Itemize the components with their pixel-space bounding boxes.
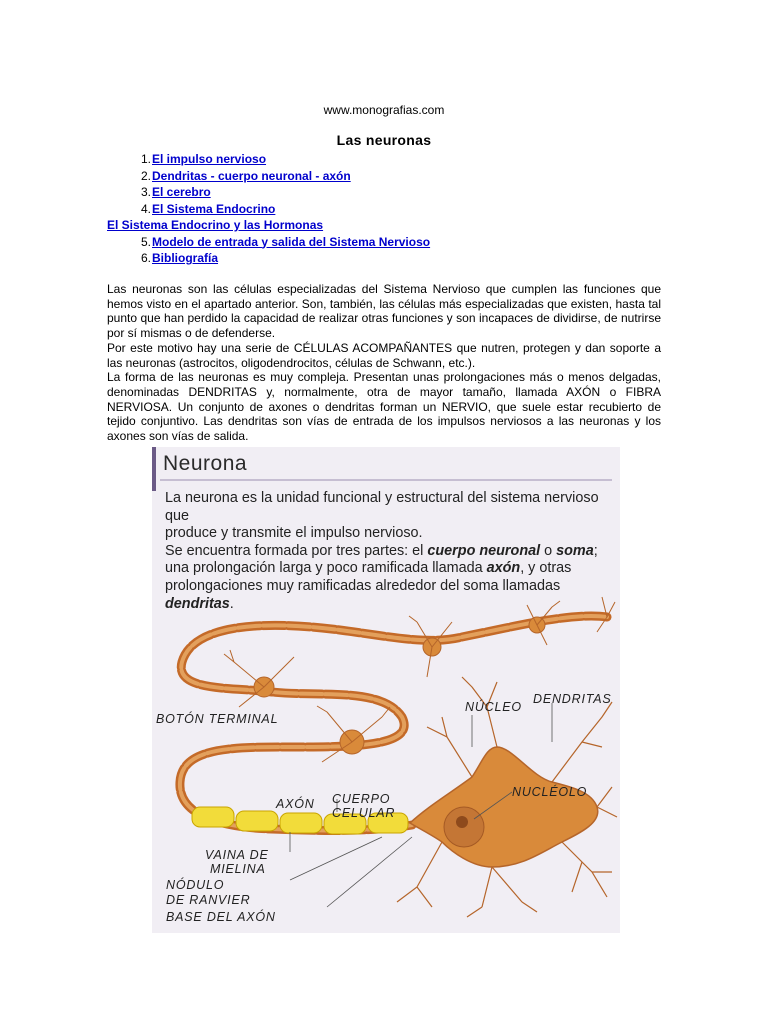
label-celular: CELULAR <box>332 806 396 820</box>
toc-link-hormonas[interactable]: El Sistema Endocrino y las Hormonas <box>107 218 324 232</box>
toc-number: 6. <box>140 251 151 265</box>
toc-number: 2. <box>140 168 151 183</box>
toc-item <box>107 234 667 251</box>
toc-link-bibliografia[interactable]: Bibliografía <box>152 251 219 265</box>
caption-line <box>165 596 610 614</box>
toc-link-dendritas[interactable]: Dendritas - cuerpo neuronal - axón <box>152 168 351 183</box>
toc-item <box>107 184 667 201</box>
label-nucleo: NÚCLEO <box>465 700 522 714</box>
paragraph: La forma de las neuronas es muy compleja. Presentan unas prolongaciones más o menos delgadas, denominadas DENDRITAS y, normalmente, otra de mayor tamaño, llamada AXÓN o FIBRA NERVIOSA. Un conjunto de axones o dendritas forman un NERVIO, que suele estar recubierto de tejido conjuntivo. Las dendritas son vías de entrada de los impulsos nerviosos a las neuronas y los axones son vías de salida. <box>107 370 661 444</box>
table-of-contents <box>107 151 667 267</box>
caption-text: , y otras <box>520 560 572 577</box>
label-mielina: MIELINA <box>210 862 266 876</box>
toc-link-modelo[interactable]: Modelo de entrada y salida del Sistema Nervioso <box>152 234 431 249</box>
toc-link-endocrino[interactable]: El Sistema Endocrino <box>152 201 276 216</box>
toc-number: 4. <box>140 201 151 216</box>
label-boton-terminal: BOTÓN TERMINAL <box>156 712 279 726</box>
caption-text: Se encuentra formada por tres partes: el <box>165 542 428 559</box>
figure-title: Neurona <box>163 452 248 475</box>
label-base-axon: BASE DEL AXÓN <box>166 910 276 924</box>
caption-text: ; <box>593 542 598 559</box>
caption-line: prolongaciones muy ramificadas alrededor del soma llamadas <box>165 577 561 594</box>
caption-text: o <box>540 542 557 559</box>
figure-caption <box>165 490 610 613</box>
caption-line: La neurona es la unidad funcional y estructural del sistema nervioso que <box>165 490 599 524</box>
toc-number: 1. <box>140 152 151 166</box>
toc-link-cerebro[interactable]: El cerebro <box>152 185 211 199</box>
toc-item <box>107 250 667 267</box>
label-nodulo: NÓDULO <box>166 878 225 892</box>
toc-item <box>107 201 667 218</box>
toc-number: 3. <box>140 185 151 199</box>
label-vaina: VAINA DE <box>205 848 269 862</box>
caption-text: una prolongación larga y poco ramificada llamada <box>165 560 487 577</box>
label-cuerpo: CUERPO <box>332 792 391 806</box>
caption-text: . <box>229 595 234 612</box>
toc-item <box>107 168 667 185</box>
toc-item <box>107 217 667 234</box>
label-nucleolo: NUCLÉOLO <box>512 785 588 799</box>
caption-emphasis: axón <box>486 560 521 577</box>
caption-line <box>165 543 610 561</box>
caption-line <box>165 560 610 578</box>
site-url: www.monografias.com <box>323 103 445 117</box>
caption-emphasis: cuerpo neuronal <box>427 542 541 559</box>
caption-line: produce y transmite el impulso nervioso. <box>165 525 423 542</box>
label-dendritas: DENDRITAS <box>533 692 612 706</box>
label-ranvier: DE RANVIER <box>166 893 251 907</box>
paragraph: Por este motivo hay una serie de CÉLULAS ACOMPAÑANTES que nutren, protegen y dan soporte a las neuronas (astrocitos, oligodendrocitos, células de Schwann, etc.). <box>107 340 661 370</box>
paragraph: Las neuronas son las células especializadas del Sistema Nervioso que cumplen las funciones que hemos visto en el apartado anterior. Son, también, las células más especializadas que existen, hasta tal punto que han perdido la capacidad de realizar otras funciones y son incapaces de dividirse, de nutrirse por sí mismas o de defenderse. <box>107 282 661 341</box>
toc-item <box>107 151 667 168</box>
caption-emphasis: dendritas <box>165 595 230 612</box>
toc-link-impulso[interactable]: El impulso nervioso <box>152 152 267 166</box>
label-axon: AXÓN <box>276 797 315 811</box>
caption-emphasis: soma <box>556 542 594 559</box>
article-body <box>107 282 661 444</box>
toc-number: 5. <box>140 234 151 249</box>
page-title: Las neuronas <box>336 132 432 148</box>
